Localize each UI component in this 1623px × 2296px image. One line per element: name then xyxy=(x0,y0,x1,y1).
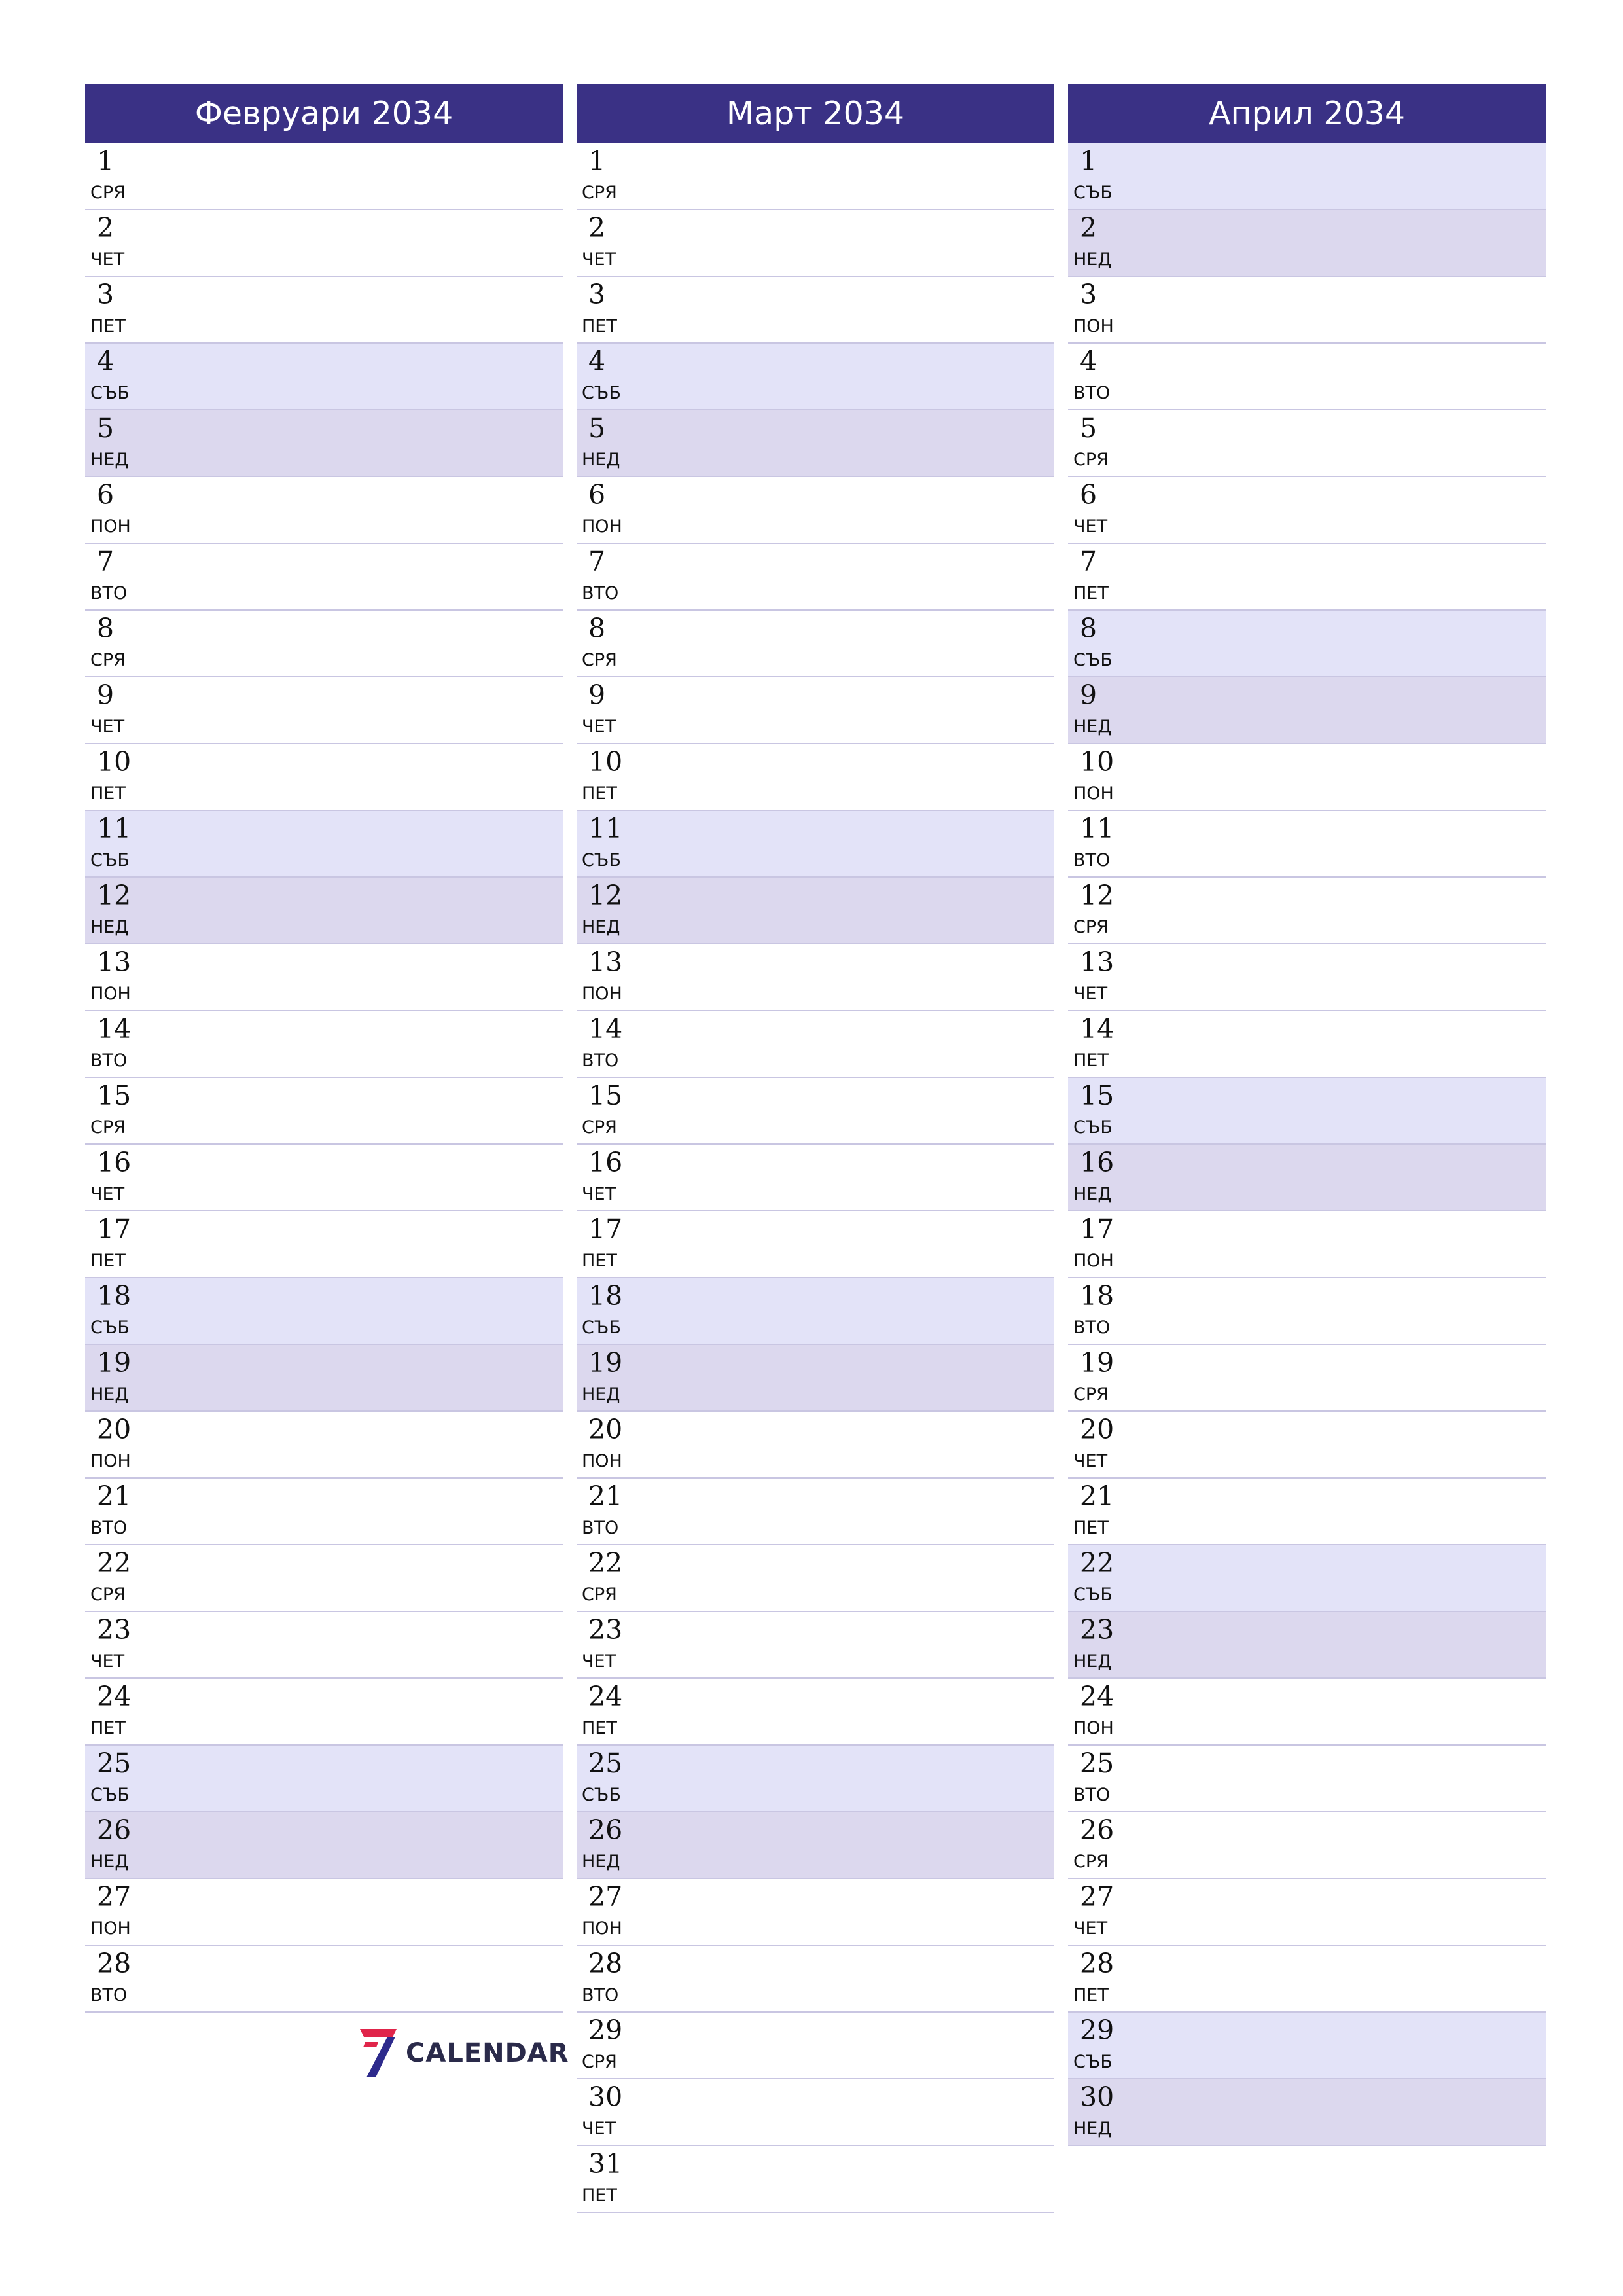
day-row xyxy=(85,210,563,277)
weekday-label: ЧЕТ xyxy=(1073,516,1108,537)
day-row xyxy=(1068,2079,1546,2146)
weekday-label: ПЕТ xyxy=(582,316,617,336)
weekday-label: ПЕТ xyxy=(90,783,126,804)
day-row xyxy=(577,2079,1054,2146)
day-row xyxy=(85,1145,563,1211)
day-row xyxy=(85,1879,563,1946)
day-row xyxy=(1068,477,1546,544)
day-number: 22 xyxy=(1080,1547,1115,1579)
weekday-label: НЕД xyxy=(1073,249,1112,270)
day-row xyxy=(577,1345,1054,1412)
brand-logo[interactable] xyxy=(359,2028,569,2079)
month-header: Февруари 2034 xyxy=(85,84,563,143)
day-number: 13 xyxy=(97,946,132,978)
weekday-label: НЕД xyxy=(1073,717,1112,737)
day-row xyxy=(577,477,1054,544)
day-row xyxy=(1068,944,1546,1011)
day-row xyxy=(577,811,1054,878)
day-row xyxy=(1068,277,1546,344)
weekday-label: ПОН xyxy=(582,984,622,1004)
weekday-label: ВТО xyxy=(1073,1785,1111,1805)
day-row xyxy=(1068,1812,1546,1879)
weekday-label: ВТО xyxy=(582,583,619,603)
day-number: 11 xyxy=(588,813,623,844)
day-number: 15 xyxy=(1080,1080,1115,1111)
day-number: 12 xyxy=(1080,880,1115,911)
weekday-label: ВТО xyxy=(90,1985,128,2005)
weekday-label: НЕД xyxy=(582,1852,620,1872)
weekday-label: СРЯ xyxy=(582,650,617,670)
weekday-label: ЧЕТ xyxy=(582,717,616,737)
weekday-label: ПОН xyxy=(1073,316,1114,336)
day-row xyxy=(1068,677,1546,744)
day-row xyxy=(1068,1545,1546,1612)
day-row xyxy=(577,1545,1054,1612)
day-number: 21 xyxy=(588,1480,623,1512)
day-number: 14 xyxy=(97,1013,132,1045)
day-number: 23 xyxy=(588,1614,623,1645)
day-number: 18 xyxy=(97,1280,132,1312)
weekday-label: ВТО xyxy=(90,1050,128,1071)
month-header: Април 2034 xyxy=(1068,84,1546,143)
weekday-label: ЧЕТ xyxy=(90,249,125,270)
day-row xyxy=(1068,1479,1546,1545)
day-number: 5 xyxy=(588,412,606,444)
weekday-label: НЕД xyxy=(1073,1184,1112,1204)
weekday-label: ВТО xyxy=(1073,1318,1111,1338)
day-row xyxy=(85,277,563,344)
day-number: 16 xyxy=(97,1147,132,1178)
day-row xyxy=(577,878,1054,944)
weekday-label: ВТО xyxy=(1073,383,1111,403)
day-row xyxy=(577,344,1054,410)
weekday-label: ПЕТ xyxy=(1073,583,1109,603)
day-number: 19 xyxy=(588,1347,623,1378)
weekday-label: ПЕТ xyxy=(582,1718,617,1738)
day-number: 8 xyxy=(588,613,606,644)
day-row xyxy=(1068,210,1546,277)
day-list xyxy=(85,143,563,2013)
day-list xyxy=(577,143,1054,2213)
day-number: 27 xyxy=(97,1881,132,1912)
day-row xyxy=(85,1545,563,1612)
day-row xyxy=(85,1946,563,2013)
day-number: 10 xyxy=(588,746,623,778)
day-row xyxy=(577,1412,1054,1479)
day-row xyxy=(1068,1746,1546,1812)
day-number: 1 xyxy=(1080,145,1097,177)
weekday-label: НЕД xyxy=(90,917,129,937)
day-number: 16 xyxy=(588,1147,623,1178)
day-number: 12 xyxy=(588,880,623,911)
day-row xyxy=(85,1746,563,1812)
weekday-label: ПОН xyxy=(90,984,131,1004)
month-header: Март 2034 xyxy=(577,84,1054,143)
day-number: 7 xyxy=(1080,546,1097,577)
day-number: 26 xyxy=(1080,1814,1115,1846)
day-number: 29 xyxy=(588,2015,623,2046)
weekday-label: НЕД xyxy=(90,1852,129,1872)
weekday-label: СЪБ xyxy=(582,1785,621,1805)
logo-text: CALENDAR xyxy=(406,2038,569,2068)
weekday-label: ВТО xyxy=(582,1518,619,1538)
day-row xyxy=(1068,143,1546,210)
day-number: 4 xyxy=(1080,346,1097,377)
weekday-label: ПОН xyxy=(582,1451,622,1471)
weekday-label: ЧЕТ xyxy=(582,1651,616,1672)
day-number: 2 xyxy=(1080,212,1097,243)
weekday-label: ПЕТ xyxy=(90,316,126,336)
day-row xyxy=(577,1679,1054,1746)
day-number: 6 xyxy=(97,479,115,511)
day-number: 2 xyxy=(97,212,115,243)
weekday-label: СЪБ xyxy=(1073,1585,1113,1605)
day-row xyxy=(1068,1078,1546,1145)
weekday-label: СЪБ xyxy=(1073,2052,1113,2072)
day-row xyxy=(85,1412,563,1479)
day-number: 30 xyxy=(1080,2081,1115,2113)
day-number: 15 xyxy=(588,1080,623,1111)
day-number: 13 xyxy=(588,946,623,978)
day-row xyxy=(577,944,1054,1011)
day-row xyxy=(85,143,563,210)
day-row xyxy=(1068,878,1546,944)
day-row xyxy=(577,611,1054,677)
day-number: 20 xyxy=(588,1414,623,1445)
day-number: 23 xyxy=(97,1614,132,1645)
weekday-label: СРЯ xyxy=(1073,1852,1109,1872)
weekday-label: НЕД xyxy=(90,1384,129,1405)
day-row xyxy=(1068,1879,1546,1946)
day-row xyxy=(1068,811,1546,878)
weekday-label: СЪБ xyxy=(1073,1117,1113,1138)
day-number: 17 xyxy=(97,1213,132,1245)
day-number: 28 xyxy=(588,1948,623,1979)
day-number: 27 xyxy=(1080,1881,1115,1912)
weekday-label: СЪБ xyxy=(90,383,130,403)
day-row xyxy=(1068,1345,1546,1412)
day-number: 26 xyxy=(588,1814,623,1846)
day-number: 18 xyxy=(588,1280,623,1312)
day-row xyxy=(577,1746,1054,1812)
weekday-label: ПЕТ xyxy=(582,783,617,804)
day-number: 13 xyxy=(1080,946,1115,978)
month-column-april xyxy=(1068,84,1546,2146)
day-row xyxy=(577,1612,1054,1679)
weekday-label: ЧЕТ xyxy=(582,249,616,270)
day-number: 28 xyxy=(97,1948,132,1979)
weekday-label: ПОН xyxy=(1073,1251,1114,1271)
weekday-label: ПОН xyxy=(90,1451,131,1471)
day-number: 20 xyxy=(1080,1414,1115,1445)
day-row xyxy=(577,277,1054,344)
weekday-label: СЪБ xyxy=(90,1318,130,1338)
day-number: 11 xyxy=(97,813,132,844)
weekday-label: ПОН xyxy=(90,516,131,537)
weekday-label: ЧЕТ xyxy=(1073,1918,1108,1939)
weekday-label: СЪБ xyxy=(582,850,621,870)
day-row xyxy=(85,1211,563,1278)
day-row xyxy=(85,344,563,410)
weekday-label: ЧЕТ xyxy=(582,1184,616,1204)
day-row xyxy=(577,410,1054,477)
weekday-label: СЪБ xyxy=(90,1785,130,1805)
weekday-label: СРЯ xyxy=(1073,450,1109,470)
weekday-label: ПОН xyxy=(90,1918,131,1939)
day-row xyxy=(85,1479,563,1545)
weekday-label: СРЯ xyxy=(582,2052,617,2072)
day-row xyxy=(577,744,1054,811)
weekday-label: СРЯ xyxy=(1073,917,1109,937)
day-row xyxy=(85,811,563,878)
weekday-label: СРЯ xyxy=(90,183,126,203)
day-row xyxy=(85,1345,563,1412)
day-row xyxy=(577,1278,1054,1345)
weekday-label: ПОН xyxy=(582,1918,622,1939)
day-row xyxy=(85,477,563,544)
day-row xyxy=(85,1679,563,1746)
weekday-label: СЪБ xyxy=(582,1318,621,1338)
day-number: 21 xyxy=(1080,1480,1115,1512)
day-number: 5 xyxy=(97,412,115,444)
day-number: 31 xyxy=(588,2148,623,2179)
day-number: 24 xyxy=(588,1681,623,1712)
day-number: 5 xyxy=(1080,412,1097,444)
weekday-label: ЧЕТ xyxy=(90,1184,125,1204)
day-number: 4 xyxy=(588,346,606,377)
day-row xyxy=(1068,544,1546,611)
month-column-february xyxy=(85,84,563,2013)
day-row xyxy=(1068,1278,1546,1345)
day-number: 17 xyxy=(1080,1213,1115,1245)
day-row xyxy=(85,410,563,477)
day-number: 22 xyxy=(97,1547,132,1579)
weekday-label: ЧЕТ xyxy=(1073,1451,1108,1471)
day-number: 25 xyxy=(588,1748,623,1779)
day-number: 20 xyxy=(97,1414,132,1445)
weekday-label: СЪБ xyxy=(1073,183,1113,203)
day-row xyxy=(577,2013,1054,2079)
day-number: 14 xyxy=(1080,1013,1115,1045)
day-row xyxy=(1068,1679,1546,1746)
weekday-label: СРЯ xyxy=(90,1117,126,1138)
day-row xyxy=(1068,1011,1546,1078)
day-number: 14 xyxy=(588,1013,623,1045)
weekday-label: ПЕТ xyxy=(1073,1050,1109,1071)
day-number: 25 xyxy=(97,1748,132,1779)
day-number: 22 xyxy=(588,1547,623,1579)
day-row xyxy=(1068,2013,1546,2079)
day-row xyxy=(577,1011,1054,1078)
day-row xyxy=(577,1946,1054,2013)
day-row xyxy=(85,677,563,744)
day-number: 9 xyxy=(97,679,115,711)
day-number: 6 xyxy=(1080,479,1097,511)
day-number: 19 xyxy=(97,1347,132,1378)
weekday-label: ПЕТ xyxy=(582,1251,617,1271)
weekday-label: ПЕТ xyxy=(90,1251,126,1271)
day-row xyxy=(85,1612,563,1679)
day-number: 19 xyxy=(1080,1347,1115,1378)
day-number: 11 xyxy=(1080,813,1115,844)
day-row xyxy=(85,1011,563,1078)
day-row xyxy=(577,544,1054,611)
day-row xyxy=(577,210,1054,277)
day-number: 17 xyxy=(588,1213,623,1245)
weekday-label: ВТО xyxy=(1073,850,1111,870)
seven-calendar-logo-icon xyxy=(359,2028,398,2079)
day-row xyxy=(577,143,1054,210)
day-row xyxy=(577,1879,1054,1946)
weekday-label: ПОН xyxy=(1073,1718,1114,1738)
day-number: 2 xyxy=(588,212,606,243)
day-row xyxy=(85,878,563,944)
weekday-label: НЕД xyxy=(90,450,129,470)
day-number: 9 xyxy=(1080,679,1097,711)
day-number: 8 xyxy=(1080,613,1097,644)
day-number: 7 xyxy=(97,546,115,577)
day-row xyxy=(1068,1946,1546,2013)
day-number: 29 xyxy=(1080,2015,1115,2046)
weekday-label: СРЯ xyxy=(582,1117,617,1138)
day-row xyxy=(1068,744,1546,811)
weekday-label: СРЯ xyxy=(582,183,617,203)
weekday-label: ПОН xyxy=(1073,783,1114,804)
day-row xyxy=(85,1812,563,1879)
day-number: 21 xyxy=(97,1480,132,1512)
weekday-label: ПЕТ xyxy=(1073,1518,1109,1538)
day-row xyxy=(1068,1145,1546,1211)
weekday-label: ВТО xyxy=(582,1050,619,1071)
day-number: 25 xyxy=(1080,1748,1115,1779)
day-number: 6 xyxy=(588,479,606,511)
day-row xyxy=(1068,611,1546,677)
weekday-label: СЪБ xyxy=(1073,650,1113,670)
day-number: 24 xyxy=(1080,1681,1115,1712)
day-row xyxy=(85,944,563,1011)
weekday-label: ВТО xyxy=(90,1518,128,1538)
day-row xyxy=(577,1479,1054,1545)
weekday-label: СРЯ xyxy=(582,1585,617,1605)
day-row xyxy=(1068,1612,1546,1679)
weekday-label: ЧЕТ xyxy=(1073,984,1108,1004)
day-row xyxy=(577,1812,1054,1879)
weekday-label: НЕД xyxy=(1073,2119,1112,2139)
day-row xyxy=(1068,1211,1546,1278)
day-row xyxy=(577,2146,1054,2213)
day-number: 7 xyxy=(588,546,606,577)
weekday-label: СЪБ xyxy=(582,383,621,403)
weekday-label: СЪБ xyxy=(90,850,130,870)
day-number: 15 xyxy=(97,1080,132,1111)
day-number: 10 xyxy=(97,746,132,778)
month-column-march xyxy=(577,84,1054,2213)
weekday-label: ПЕТ xyxy=(582,2185,617,2206)
day-list xyxy=(1068,143,1546,2146)
day-number: 18 xyxy=(1080,1280,1115,1312)
day-number: 3 xyxy=(1080,279,1097,310)
day-number: 1 xyxy=(97,145,115,177)
day-number: 27 xyxy=(588,1881,623,1912)
day-row xyxy=(1068,410,1546,477)
day-row xyxy=(577,1145,1054,1211)
day-row xyxy=(85,1078,563,1145)
day-number: 28 xyxy=(1080,1948,1115,1979)
day-number: 1 xyxy=(588,145,606,177)
day-row xyxy=(85,1278,563,1345)
weekday-label: ЧЕТ xyxy=(582,2119,616,2139)
day-number: 3 xyxy=(588,279,606,310)
weekday-label: СРЯ xyxy=(90,650,126,670)
day-row xyxy=(85,544,563,611)
day-row xyxy=(577,1078,1054,1145)
weekday-label: ЧЕТ xyxy=(90,1651,125,1672)
day-number: 10 xyxy=(1080,746,1115,778)
weekday-label: НЕД xyxy=(582,450,620,470)
weekday-label: ВТО xyxy=(90,583,128,603)
day-number: 8 xyxy=(97,613,115,644)
weekday-label: ЧЕТ xyxy=(90,717,125,737)
day-number: 23 xyxy=(1080,1614,1115,1645)
day-number: 26 xyxy=(97,1814,132,1846)
weekday-label: ПОН xyxy=(582,516,622,537)
day-row xyxy=(85,611,563,677)
weekday-label: НЕД xyxy=(582,917,620,937)
weekday-label: СРЯ xyxy=(90,1585,126,1605)
day-number: 12 xyxy=(97,880,132,911)
weekday-label: НЕД xyxy=(582,1384,620,1405)
weekday-label: ВТО xyxy=(582,1985,619,2005)
day-row xyxy=(577,677,1054,744)
weekday-label: ПЕТ xyxy=(1073,1985,1109,2005)
day-number: 4 xyxy=(97,346,115,377)
weekday-label: СРЯ xyxy=(1073,1384,1109,1405)
day-number: 16 xyxy=(1080,1147,1115,1178)
weekday-label: ПЕТ xyxy=(90,1718,126,1738)
day-row xyxy=(1068,344,1546,410)
weekday-label: НЕД xyxy=(1073,1651,1112,1672)
day-number: 9 xyxy=(588,679,606,711)
day-row xyxy=(85,744,563,811)
day-number: 30 xyxy=(588,2081,623,2113)
day-row xyxy=(1068,1412,1546,1479)
day-number: 24 xyxy=(97,1681,132,1712)
day-number: 3 xyxy=(97,279,115,310)
day-row xyxy=(577,1211,1054,1278)
